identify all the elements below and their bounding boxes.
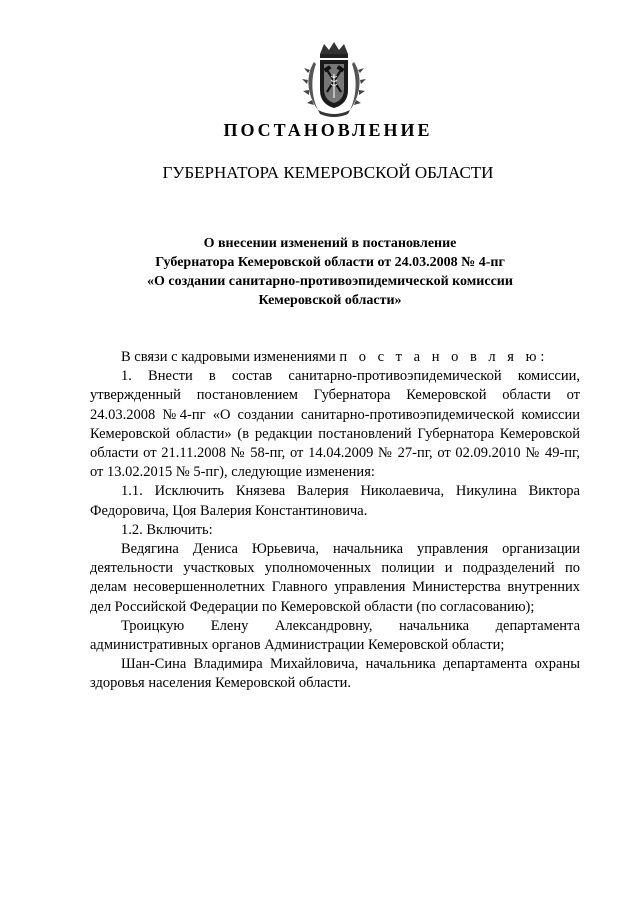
coat-of-arms-emblem (298, 40, 370, 120)
subject-line: Кемеровской области» (258, 293, 402, 308)
item-1-paragraph: 1. Внести в состав санитарно-противоэпидемической комиссии, утвержденный постановлением Губернатора Кемеровской области от 24.03.2008 №4-пг «О создании санитарно-противоэпидемической комиссии Кемеровской области» (в редакции постановлений Губернатора Кемеровской области от 21.11.2008 № 58-пг, от 14.04.2009 № 27-пг, от 02.09.2010 № 49-пг, от 13.02.2015 № 5-пг), следующие изменения: (90, 368, 580, 481)
item-1-1-paragraph: 1.1. Исключить Князева Валерия Николаевича, Никулина Виктора Федоровича, Цоя Валерия Константиновича. (90, 483, 580, 519)
document-type-heading: ПОСТАНОВЛЕНИЕ (223, 120, 433, 140)
intro-text: В связи с кадровыми изменениями (121, 349, 336, 365)
subject-line: «О создании санитарно-противоэпидемической комиссии (147, 274, 513, 289)
item-1-2-paragraph: 1.2. Включить: (121, 521, 213, 538)
member-entry: Ведягина Дениса Юрьевича, начальника управления организации деятельности участковых уполномоченных полиции и подразделений по делам несовершеннолетних Главного управления Министерства внутренних дел Российской Федерации по Кемеровской области (по согласованию); (90, 541, 580, 615)
subject-line: Губернатора Кемеровской области от 24.03.2008 № 4-пг (155, 255, 505, 270)
document-subject (80, 234, 580, 310)
subject-line: О внесении изменений в постановление (203, 236, 457, 251)
decree-keyword: п о с т а н о в л я ю: (339, 349, 549, 365)
member-entry: Шан-Сина Владимира Михайловича, начальника департамента охраны здоровья населения Кемеровской области. (90, 656, 580, 692)
member-entry: Троицкую Елену Александровну, начальника департамента административных органов Администрации Кемеровской области; (90, 617, 580, 654)
intro-paragraph (90, 348, 580, 367)
document-body (90, 348, 580, 694)
issuer-heading: ГУБЕРНАТОРА КЕМЕРОВСКОЙ ОБЛАСТИ (162, 163, 494, 182)
